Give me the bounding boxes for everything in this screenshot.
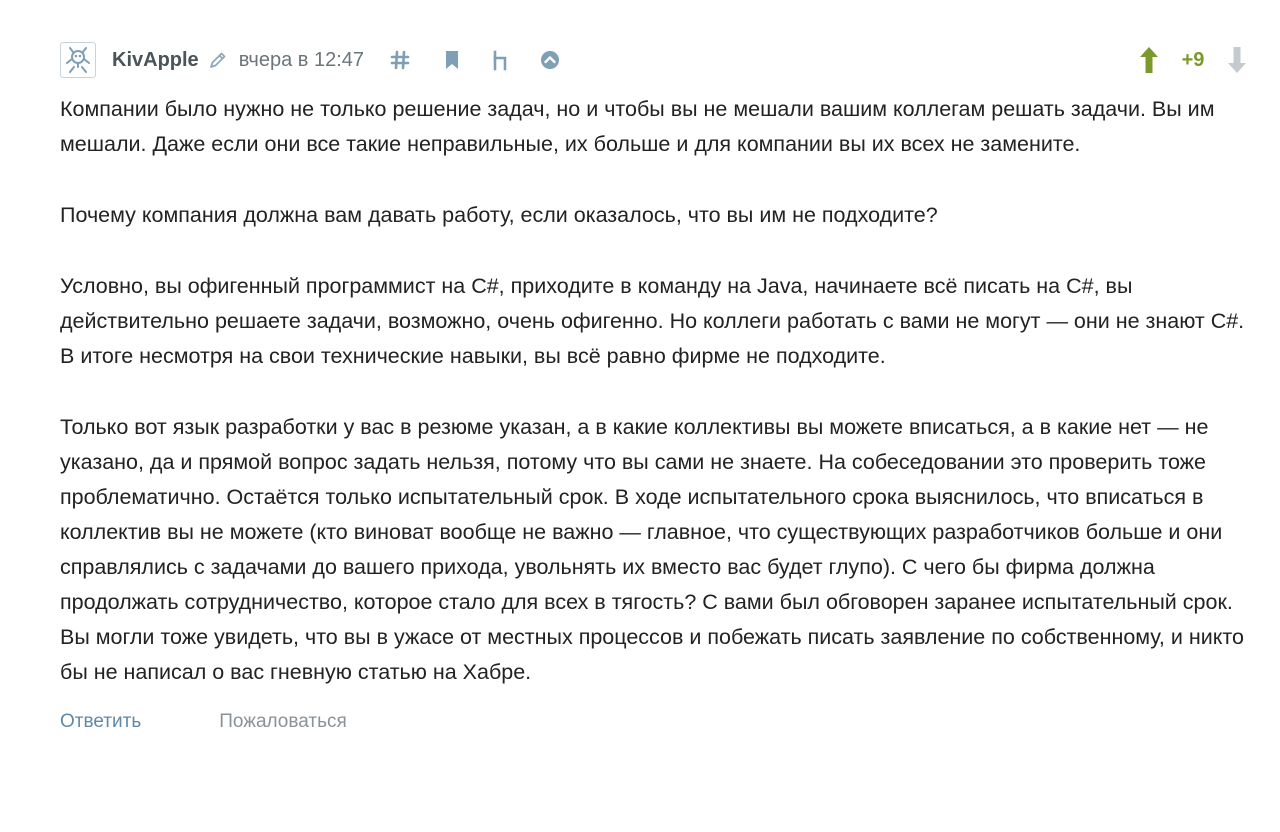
parent-comment-icon[interactable]	[488, 48, 512, 72]
bookmark-icon[interactable]	[440, 48, 464, 72]
username-link[interactable]: KivApple	[112, 48, 199, 71]
arrow-up-icon[interactable]	[1136, 44, 1162, 76]
comment-actions	[60, 711, 1250, 733]
scroll-up-icon[interactable]	[538, 48, 562, 72]
comment-timestamp: вчера в 12:47	[238, 48, 364, 71]
avatar[interactable]	[60, 42, 96, 78]
comment-paragraph: Компании было нужно не только решение задач, но и чтобы вы не мешали вашим коллегам решать задачи. Вы им мешали. Даже если они все такие неправильные, их больше и для компании вы их всех не замените.	[60, 97, 1215, 156]
hash-icon[interactable]	[388, 48, 412, 72]
comment-paragraph: Условно, вы офигенный программист на C#, приходите в команду на Java, начинаете всё писать на C#, вы действительно решаете задачи, возможно, очень офигенно. Но коллеги работать с вами не могут — они не знают C#. В итоге несмотря на свои технические навыки, вы всё равно фирме не подходите.	[60, 274, 1245, 368]
arrow-down-icon[interactable]	[1224, 44, 1250, 76]
robot-avatar-icon	[64, 46, 92, 74]
comment-paragraph: Только вот язык разработки у вас в резюме указан, а в какие коллективы вы можете вписаться, а в какие нет — не указано, да и прямой вопрос задать нельзя, потому что вы сами не знаете. На собеседовании это проверить тоже проблематично. Остаётся только испытательный срок. В ходе испытательного срока выяснилось, что вписаться в коллектив вы не можете (кто виноват вообще не важно — главное, что существующих разработчиков больше и они справлялись с задачами до вашего прихода, увольнять их вместо вас будет глупо). С чего бы фирма должна продолжать сотрудничество, которое стало для всех в тягость? С вами был обговорен заранее испытательный срок. Вы могли тоже увидеть, что вы в ужасе от местных процессов и побежать писать заявление по собственному, и никто бы не написал о вас гневную статью на Хабре.	[60, 415, 1244, 684]
comment	[60, 40, 1250, 733]
reply-link[interactable]: Ответить	[60, 711, 142, 732]
vote-score: +9	[1181, 48, 1205, 71]
vote-controls	[1136, 40, 1250, 80]
comment-header	[60, 40, 1250, 80]
pencil-icon	[207, 49, 229, 71]
comment-body	[60, 92, 1250, 690]
comment-paragraph: Почему компания должна вам давать работу, если оказалось, что вы им не подходите?	[60, 203, 938, 227]
report-link[interactable]: Пожаловаться	[219, 711, 347, 732]
